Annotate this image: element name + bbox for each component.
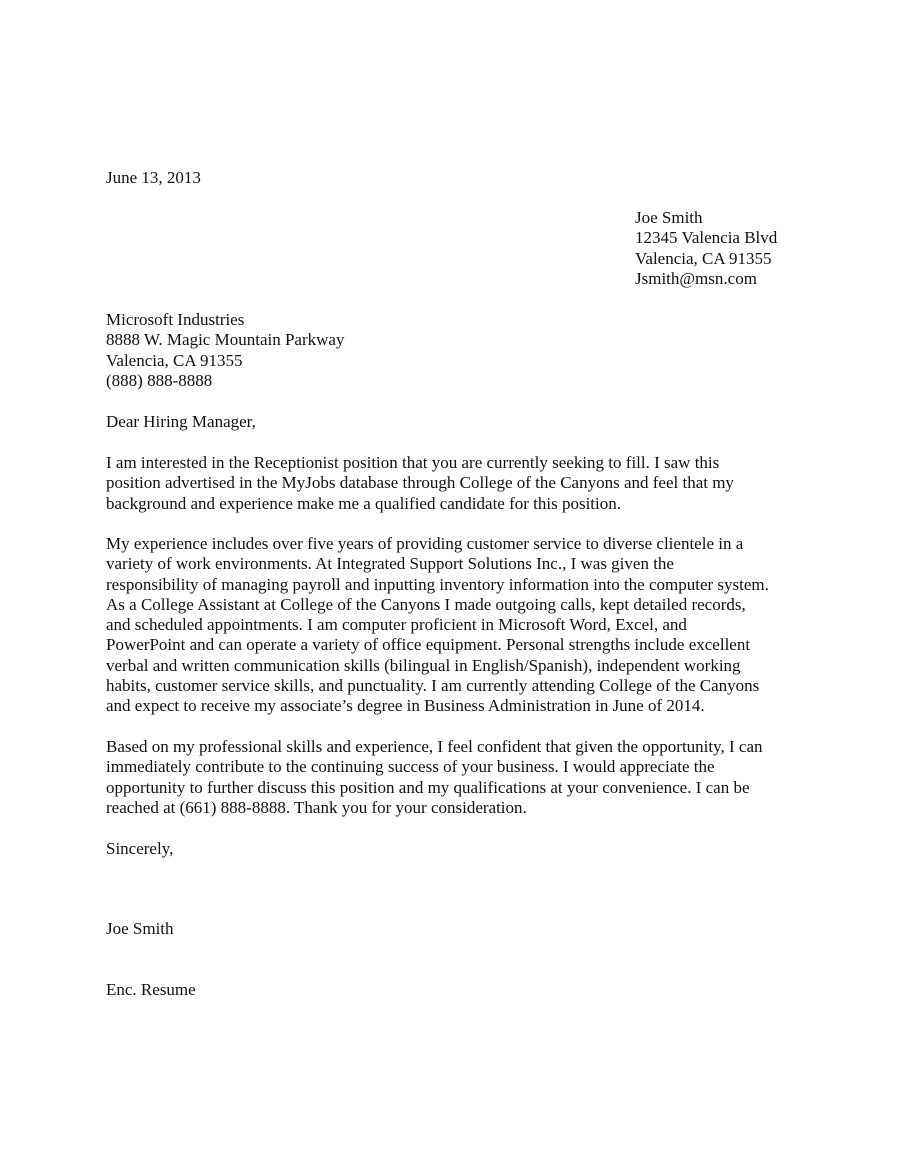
paragraph-line: responsibility of managing payroll and inputting inventory information into the computer system. — [106, 574, 769, 594]
paragraph-2 — [106, 534, 769, 717]
sender-email: Jsmith@msn.com — [635, 268, 757, 288]
sender-name: Joe Smith — [635, 208, 703, 227]
paragraph-line: I am interested in the Receptionist position that you are currently seeking to fill. I saw this — [106, 453, 720, 472]
sender-city-state-zip: Valencia, CA 91355 — [635, 248, 772, 268]
paragraph-line: PowerPoint and can operate a variety of office equipment. Personal strengths include excellent — [106, 635, 751, 655]
recipient-company: Microsoft Industries — [106, 310, 245, 329]
paragraph-line: immediately contribute to the continuing success of your business. I would appreciate the — [106, 757, 715, 777]
paragraph-line: As a College Assistant at College of the Canyons I made outgoing calls, kept detailed records, — [106, 594, 746, 614]
paragraph-line: habits, customer service skills, and punctuality. I am currently attending College of the Canyons — [106, 676, 760, 696]
sender-address — [635, 208, 777, 289]
closing: Sincerely, — [106, 839, 174, 858]
paragraph-line: verbal and written communication skills (bilingual in English/Spanish), independent working — [106, 655, 741, 675]
signature-name: Joe Smith — [106, 919, 174, 938]
recipient-address — [106, 310, 344, 391]
paragraph-line: opportunity to further discuss this position and my qualifications at your convenience. I can be — [106, 777, 750, 797]
paragraph-line: and expect to receive my associate’s degree in Business Administration in June of 2014. — [106, 696, 705, 716]
paragraph-line: background and experience make me a qualified candidate for this position. — [106, 493, 622, 513]
paragraph-line: variety of work environments. At Integrated Support Solutions Inc., I was given the — [106, 554, 674, 574]
recipient-street: 8888 W. Magic Mountain Parkway — [106, 330, 345, 350]
enclosure-note: Enc. Resume — [106, 980, 196, 999]
salutation: Dear Hiring Manager, — [106, 412, 256, 431]
paragraph-3 — [106, 737, 763, 818]
paragraph-line: My experience includes over five years of providing customer service to diverse clientele in a — [106, 534, 744, 553]
recipient-city-state-zip: Valencia, CA 91355 — [106, 350, 243, 370]
paragraph-line: and scheduled appointments. I am computer proficient in Microsoft Word, Excel, and — [106, 615, 687, 635]
paragraph-line: position advertised in the MyJobs database through College of the Canyons and feel that my — [106, 473, 734, 493]
paragraph-1 — [106, 453, 734, 514]
letter-date: June 13, 2013 — [106, 168, 201, 187]
paragraph-line: reached at (661) 888-8888. Thank you for your consideration. — [106, 797, 527, 817]
paragraph-line: Based on my professional skills and experience, I feel confident that given the opportunity, I can — [106, 737, 763, 756]
sender-street: 12345 Valencia Blvd — [635, 228, 778, 248]
recipient-phone: (888) 888-8888 — [106, 370, 213, 390]
